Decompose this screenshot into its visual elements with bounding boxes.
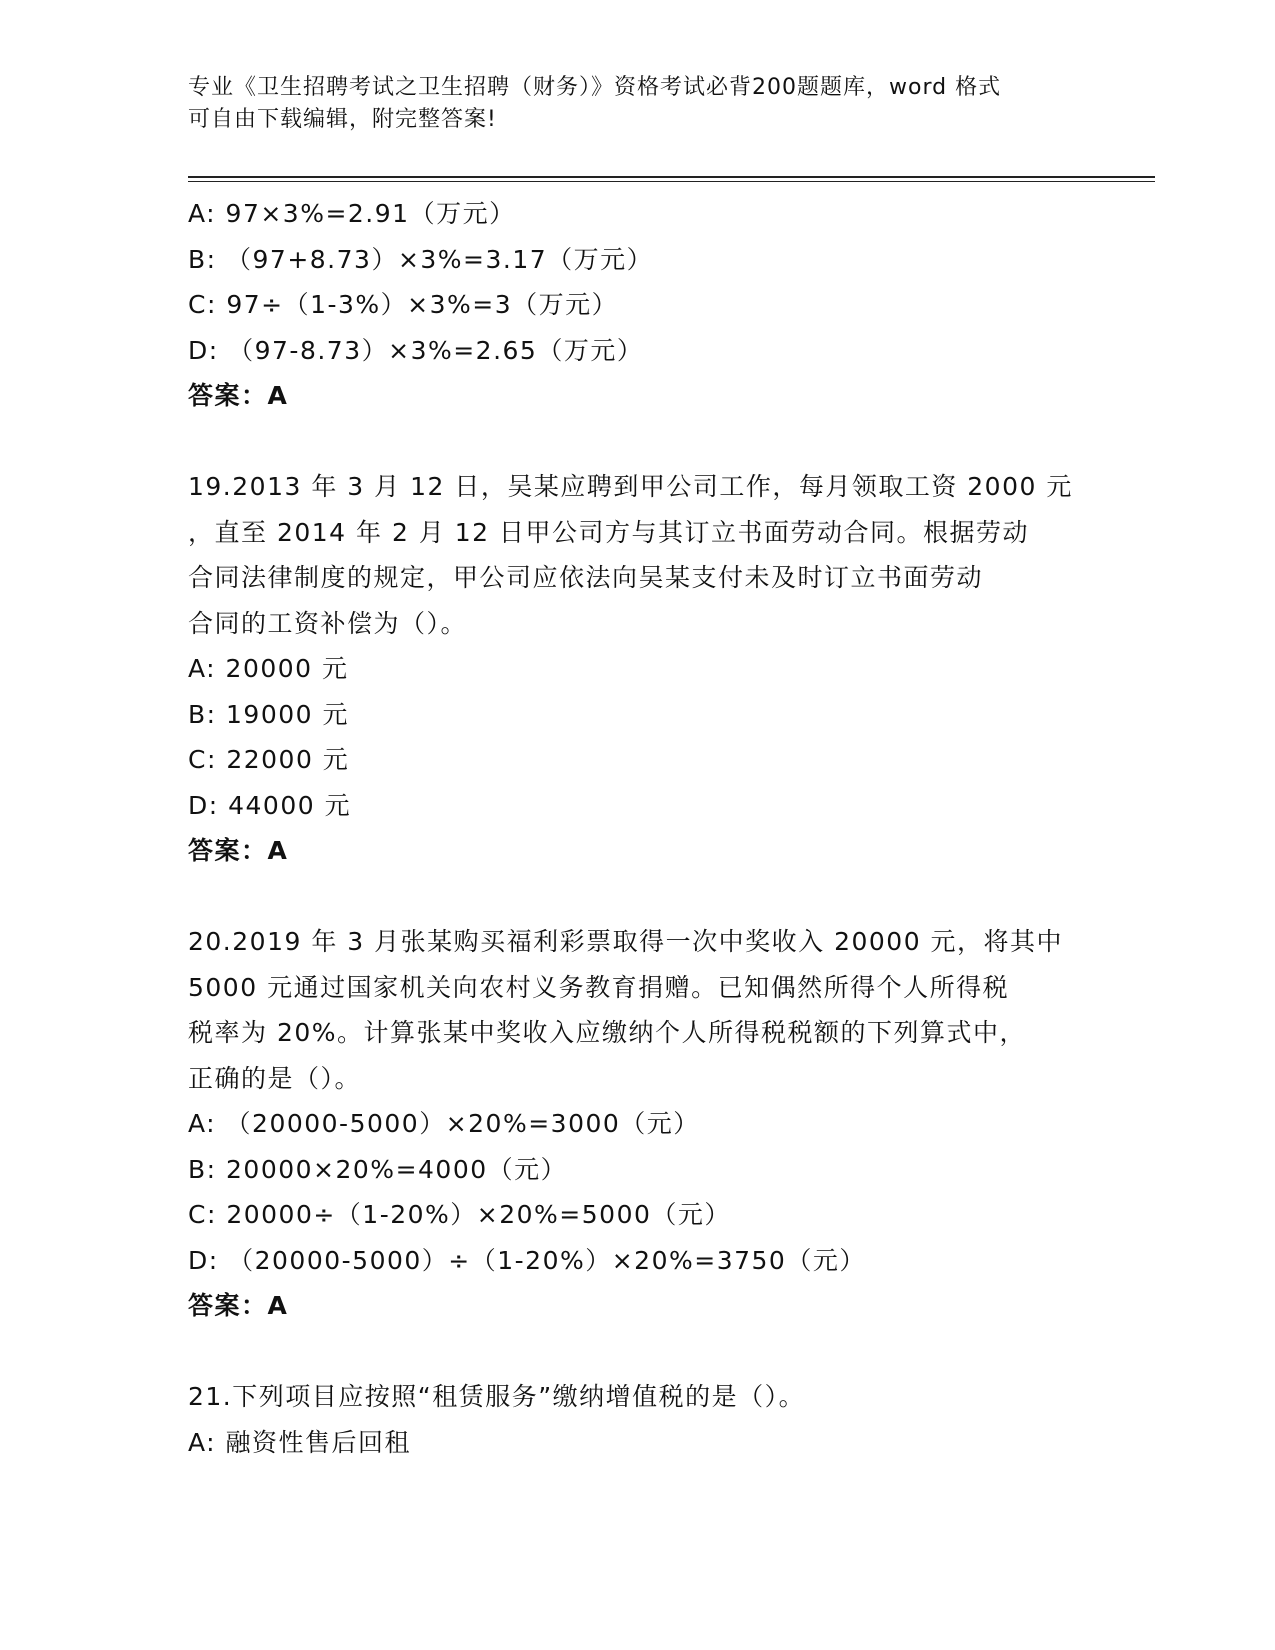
question-stem-line: ，直至 2014 年 2 月 12 日甲公司方与其订立书面劳动合同。根据劳动 bbox=[188, 517, 1030, 547]
question-18 bbox=[188, 191, 1088, 419]
option-d: D: （97-8.73）×3%=2.65（万元） bbox=[188, 335, 644, 365]
question-stem-line: 正确的是（）。 bbox=[188, 1063, 362, 1093]
option-a: A: 97×3%=2.91（万元） bbox=[188, 199, 516, 228]
document-body bbox=[188, 191, 1088, 1465]
option-c: C: 97÷（1-3%）×3%=3（万元） bbox=[188, 290, 619, 319]
option-b: B: （97+8.73）×3%=3.17（万元） bbox=[188, 244, 654, 274]
question-19 bbox=[188, 464, 1088, 874]
option-a: A: 融资性售后回租 bbox=[188, 1427, 412, 1457]
header-divider-thick bbox=[188, 176, 1155, 178]
option-b: B: 20000×20%=4000（元） bbox=[188, 1154, 568, 1184]
option-a: A: 20000 元 bbox=[188, 654, 349, 683]
answer-line: 答案：A bbox=[188, 836, 289, 865]
question-stem-line: 21.下列项目应按照“租赁服务”缴纳增值税的是（）。 bbox=[188, 1382, 806, 1411]
option-a: A: （20000-5000）×20%=3000（元） bbox=[188, 1109, 700, 1138]
option-c: C: 20000÷（1-20%）×20%=5000（元） bbox=[188, 1200, 731, 1229]
question-stem-line: 19.2013 年 3 月 12 日，吴某应聘到甲公司工作，每月领取工资 2000 元 bbox=[188, 472, 1073, 501]
question-20 bbox=[188, 919, 1088, 1329]
question-stem-line: 5000 元通过国家机关向农村义务教育捐赠。已知偶然所得个人所得税 bbox=[188, 972, 1010, 1002]
option-d: D: （20000-5000）÷（1-20%）×20%=3750（元） bbox=[188, 1245, 866, 1275]
question-stem-line: 合同的工资补偿为（）。 bbox=[188, 608, 468, 638]
document-header bbox=[188, 72, 1068, 136]
option-c: C: 22000 元 bbox=[188, 745, 350, 774]
option-b: B: 19000 元 bbox=[188, 699, 349, 729]
header-divider-thin bbox=[188, 181, 1155, 182]
header-title-line-1: 专业《卫生招聘考试之卫生招聘（财务）》资格考试必背200题题库，word 格式 bbox=[188, 75, 1002, 100]
header-title-line-2: 可自由下载编辑，附完整答案! bbox=[188, 107, 497, 132]
option-d: D: 44000 元 bbox=[188, 790, 352, 820]
question-stem-line: 税率为 20%。计算张某中奖收入应缴纳个人所得税税额的下列算式中， bbox=[188, 1018, 1027, 1047]
question-stem-line: 20.2019 年 3 月张某购买福利彩票取得一次中奖收入 20000 元，将其中 bbox=[188, 927, 1064, 956]
answer-line: 答案：A bbox=[188, 1291, 289, 1320]
question-21 bbox=[188, 1374, 1088, 1465]
answer-line: 答案：A bbox=[188, 381, 289, 410]
question-stem-line: 合同法律制度的规定，甲公司应依法向吴某支付未及时订立书面劳动 bbox=[188, 563, 984, 592]
